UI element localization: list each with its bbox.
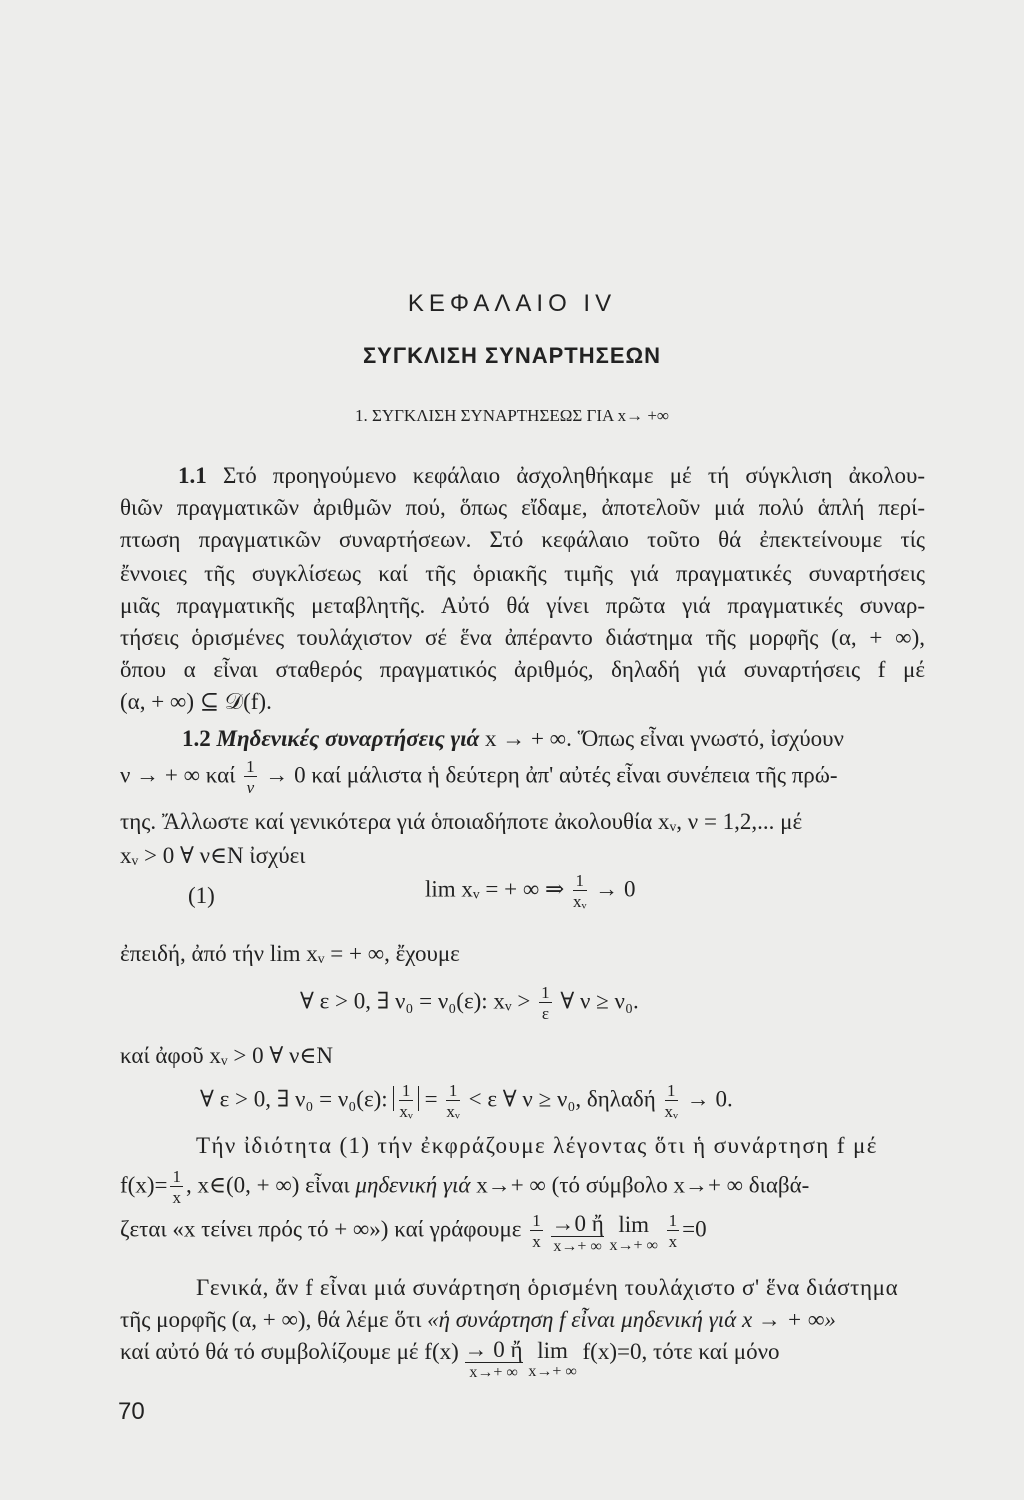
p2-line-3: της. Ἄλλωστε καί γενικότερα γιά ὁποιαδήποτε ἀκολουθία xᵥ, ν = 1,2,... μέ (120, 809, 803, 834)
p3-l2d: x→+ ∞ (τό σύμβολο x→+ ∞ διαβά- (476, 1172, 810, 1198)
section-number-1-2: 1.2 (182, 726, 211, 751)
chapter-label: ΚΕΦΑΛΑΙΟ IV (407, 290, 617, 317)
p2-line-2a: ν → + ∞ καί (120, 762, 236, 788)
eq1-tag: (1) (188, 883, 215, 908)
one-over-xv-3: $\frac{1}{\text{xᵥ}}$ (664, 1081, 679, 1121)
p1-line-5: μιᾶς πραγματικῆς μεταβλητῆς. Αὐτό θά γίνει πρῶτα γιά πραγματικές συναρ- (120, 593, 925, 618)
p3-l2b: , x∈(0, + ∞) εἶναι (185, 1172, 350, 1198)
p3-l3a: ζεται «x τείνει πρός τό + ∞») καί γράφουμε (120, 1216, 522, 1242)
p4-l3d: f(x)=0, τότε καί μόνο (582, 1339, 780, 1364)
abs-one-over-xv: $\frac{1}{\text{xᵥ}}$ (399, 1081, 413, 1121)
eq2-b: ∀ ν ≥ ν₀. (560, 988, 639, 1014)
section-heading: 1. ΣΥΓΚΛΙΣΗ ΣΥΝΑΡΤΗΣΕΩΣ ΓΙΑ x→ +∞ (354, 406, 670, 425)
p1-line-8: (α, + ∞) ⊆ 𝒟(f). (120, 689, 272, 714)
p2-line-2 (120, 758, 838, 796)
p1-line-4: ἔννοιες τῆς συγκλίσεως καί τῆς ὁριακῆς τιμῆς γιά πραγματικές συναρτήσεις (120, 561, 925, 586)
lim-x-to-inf-2: lim x→+ ∞ (528, 1338, 577, 1381)
p4-line-3 (120, 1338, 779, 1382)
section-number-1-1: 1.1 (178, 463, 207, 488)
p2-line-2b: → 0 καί μάλιστα ἡ δεύτερη ἀπ' αὐτές εἶναι συνέπεια τῆς πρώ- (265, 762, 838, 788)
p2-heading-math: x → + ∞. (484, 726, 572, 751)
p4-line-1 (120, 1274, 925, 1302)
p3-l2c: μηδενική γιά (355, 1172, 471, 1198)
eq3-b: = (424, 1086, 438, 1112)
p1-line-6: τήσεις ὁρισμένες τουλάχιστον σέ ἕνα ἀπέραντο διάστημα τῆς μορφῆς (α, + ∞), (120, 625, 925, 650)
p4-l2a: τῆς μορφῆς (α, + ∞), θά λέμε ὅτι (120, 1307, 422, 1332)
p3-text-1: Τήν ἰδιότητα (1) τήν ἐκφράζουμε λέγοντας ὅτι ἡ συνάρτηση f μέ (196, 1133, 878, 1158)
eq3-c: < ε ∀ ν ≥ ν₀, δηλαδή (468, 1086, 656, 1112)
p1-line-3: πτωση πραγματικῶν συναρτήσεων. Στό κεφάλαιο τοῦτο θά ἐπεκτείνουμε τίς (120, 527, 925, 552)
lim-x-to-inf: lim x→+ ∞ (609, 1212, 658, 1255)
chapter-title: ΣΥΓΚΛΙΣΗ ΣΥΝΑΡΤΗΣΕΩΝ (362, 343, 662, 368)
one-over-eps: $\frac{1}{\varepsilon}$ (541, 983, 550, 1023)
p1-line-7: ὅπου α εἶναι σταθερός πραγματικός ἀριθμός, δηλαδή γιά συναρτήσεις f μέ (120, 657, 925, 682)
p2-heading-rest: Ὅπως εἶναι γνωστό, ἰσχύουν (577, 726, 844, 751)
p2-line-1 (182, 725, 844, 753)
page-number: 70 (118, 1398, 145, 1425)
eq3-a: ∀ ε > 0, ∃ ν₀ = ν₀(ε): (200, 1086, 388, 1112)
p3-line-1 (120, 1132, 925, 1160)
line-and: καί ἀφοῦ xᵥ > 0 ∀ ν∈N (120, 1043, 333, 1068)
p1-text-1: Στό προηγούμενο κεφάλαιο ἀσχοληθήκαμε μέ τή σύγκλιση ἀκολου- (222, 463, 925, 488)
eq2 (300, 984, 639, 1022)
p2-line-4: xᵥ > 0 ∀ ν∈N ἰσχύει (120, 843, 306, 868)
p4-l3a: καί αὐτό θά τό συμβολίζουμε μέ f(x) (120, 1339, 459, 1364)
p1-line-2: θιῶν πραγματικῶν ἀριθμῶν πού, ὅπως εἴδαμε, ἀποτελοῦν μιά πολύ ἁπλή περί- (120, 495, 925, 520)
one-over-xv: $\frac{1}{\text{xᵥ}}$ (573, 871, 587, 911)
one-over-xv-2: $\frac{1}{\text{xᵥ}}$ (446, 1081, 460, 1121)
p4-l2b: «ἡ συνάρτηση f εἶναι μηδενική γιά x → + ∞» (427, 1307, 836, 1332)
line-since: ἐπειδή, ἀπό τήν lim xᵥ = + ∞, ἔχουμε (120, 941, 460, 966)
eq2-a: ∀ ε > 0, ∃ ν₀ = ν₀(ε): xᵥ > (300, 988, 531, 1014)
p3-line-2 (120, 1168, 809, 1206)
eq1-lhs: lim xᵥ = + ∞ ⇒ (425, 876, 565, 902)
one-over-x-2: $\frac{1}{x}$ (532, 1211, 541, 1251)
p3-l3d: =0 (682, 1216, 707, 1242)
eq3 (200, 1082, 733, 1120)
eq3-d: → 0. (686, 1086, 733, 1112)
one-over-x: $\frac{1}{x}$ (172, 1167, 181, 1207)
p2-heading: Μηδενικές συναρτήσεις γιά (216, 726, 480, 751)
one-over-x-3: $\frac{1}{x}$ (668, 1211, 678, 1251)
p4-text-1: Γενικά, ἄν f εἶναι μιά συνάρτηση ὁρισμένη τουλάχιστο σ' ἕνα διάστημα (196, 1275, 899, 1300)
arrow-x-to-inf-2: → 0 ἤ x→+ ∞ (464, 1337, 523, 1382)
one-over-nu: $\frac{1}{\nu}$ (246, 757, 255, 797)
p4-line-2 (120, 1306, 836, 1334)
arrow-x-to-inf: →0 ἤ x→+ ∞ (551, 1211, 604, 1256)
p3-l2a: f(x)= (120, 1172, 168, 1198)
eq1-rhs: → 0 (595, 876, 636, 902)
p1-line-1 (120, 462, 925, 490)
eq1-body (425, 872, 636, 910)
p3-line-3 (120, 1212, 707, 1256)
